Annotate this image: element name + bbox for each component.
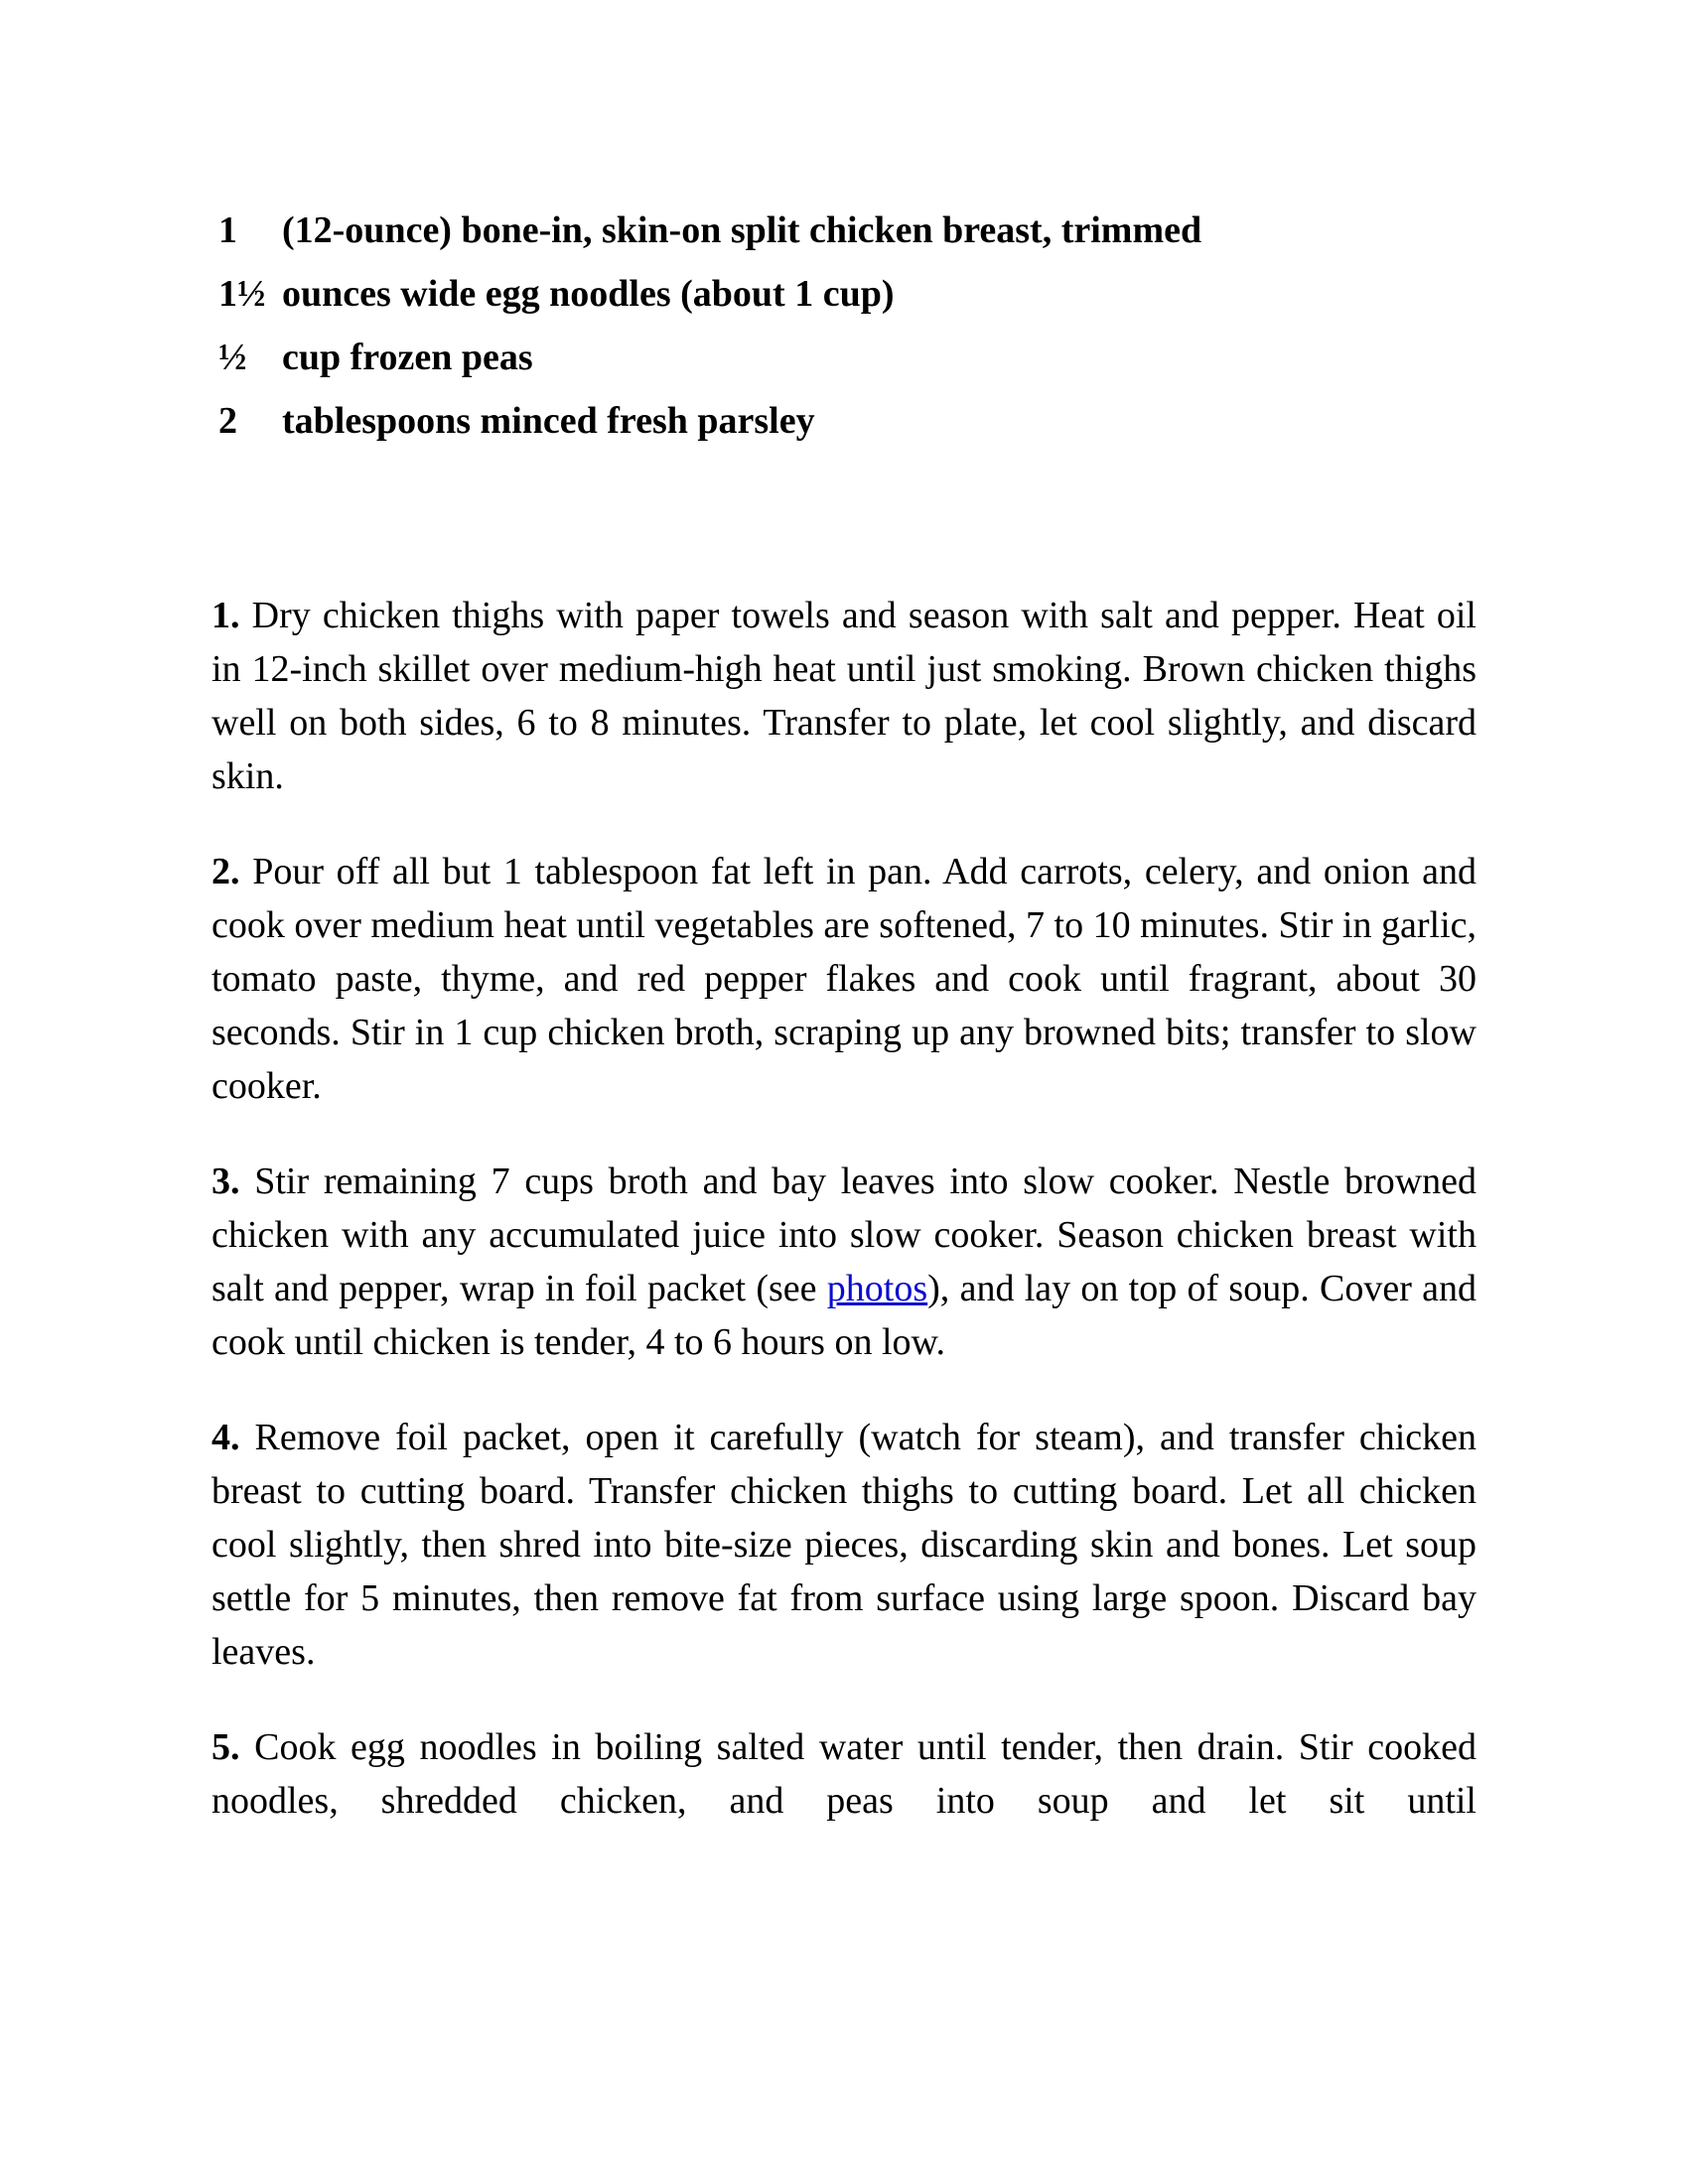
step-number: 2. xyxy=(211,851,240,892)
step-2 xyxy=(211,845,1477,1113)
ingredient-text: (12-ounce) bone-in, skin-on split chicken breast, trimmed xyxy=(282,209,1202,251)
step-number: 3. xyxy=(211,1160,240,1202)
ingredient-text: tablespoons minced fresh parsley xyxy=(282,400,815,442)
ingredient-quantity: 1½ xyxy=(218,273,266,315)
step-text-before-link: Stir remaining 7 cups broth and bay leaves into slow cooker. Nestle browned chicken with any accumulated juice into slow cooker. Season chicken breast with salt and pepper, wrap in foil packet (see xyxy=(211,1160,1477,1309)
photos-link[interactable]: photos xyxy=(826,1268,928,1309)
step-number: 5. xyxy=(211,1726,240,1768)
ingredient-quantity: 1 xyxy=(218,209,237,251)
ingredient-item xyxy=(218,326,1509,389)
step-3 xyxy=(211,1155,1477,1369)
step-text: Cook egg noodles in boiling salted water until tender, then drain. Stir cooked noodles, shredded chicken, and peas into soup and let sit until xyxy=(211,1726,1477,1822)
ingredient-text: cup frozen peas xyxy=(282,337,533,378)
step-text-after-link: ), and lay on top of soup. Cover and cook until chicken is tender, 4 to 6 hours on low. xyxy=(211,1268,1477,1363)
ingredient-list xyxy=(218,199,1509,453)
step-text: Pour off all but 1 tablespoon fat left in pan. Add carrots, celery, and onion and cook over medium heat until vegetables are softened, 7 to 10 minutes. Stir in garlic, tomato paste, thyme, and red pepper flakes and cook until fragrant, about 30 seconds. Stir in 1 cup chicken broth, scraping up any browned bits; transfer to slow cooker. xyxy=(211,851,1477,1107)
ingredient-quantity: 2 xyxy=(218,400,237,442)
step-5 xyxy=(211,1720,1477,1828)
ingredient-text: ounces wide egg noodles (about 1 cup) xyxy=(282,273,895,315)
ingredient-item xyxy=(218,199,1509,262)
instruction-steps xyxy=(211,589,1477,1869)
step-text: Remove foil packet, open it carefully (watch for steam), and transfer chicken breast to cutting board. Transfer chicken thighs to cutting board. Let all chicken cool slightly, then shred into bite-size pieces, discarding skin and bones. Let soup settle for 5 minutes, then remove fat from surface using large spoon. Discard bay leaves. xyxy=(211,1417,1477,1673)
step-4 xyxy=(211,1411,1477,1679)
ingredient-quantity: ½ xyxy=(218,337,247,378)
ingredient-item xyxy=(218,389,1509,453)
step-number: 4. xyxy=(211,1417,240,1458)
ingredient-item xyxy=(218,262,1509,326)
step-text: Dry chicken thighs with paper towels and season with salt and pepper. Heat oil in 12-inch skillet over medium-high heat until just smoking. Brown chicken thighs well on both sides, 6 to 8 minutes. Transfer to plate, let cool slightly, and discard skin. xyxy=(211,595,1477,797)
step-number: 1. xyxy=(211,595,240,636)
step-1 xyxy=(211,589,1477,803)
